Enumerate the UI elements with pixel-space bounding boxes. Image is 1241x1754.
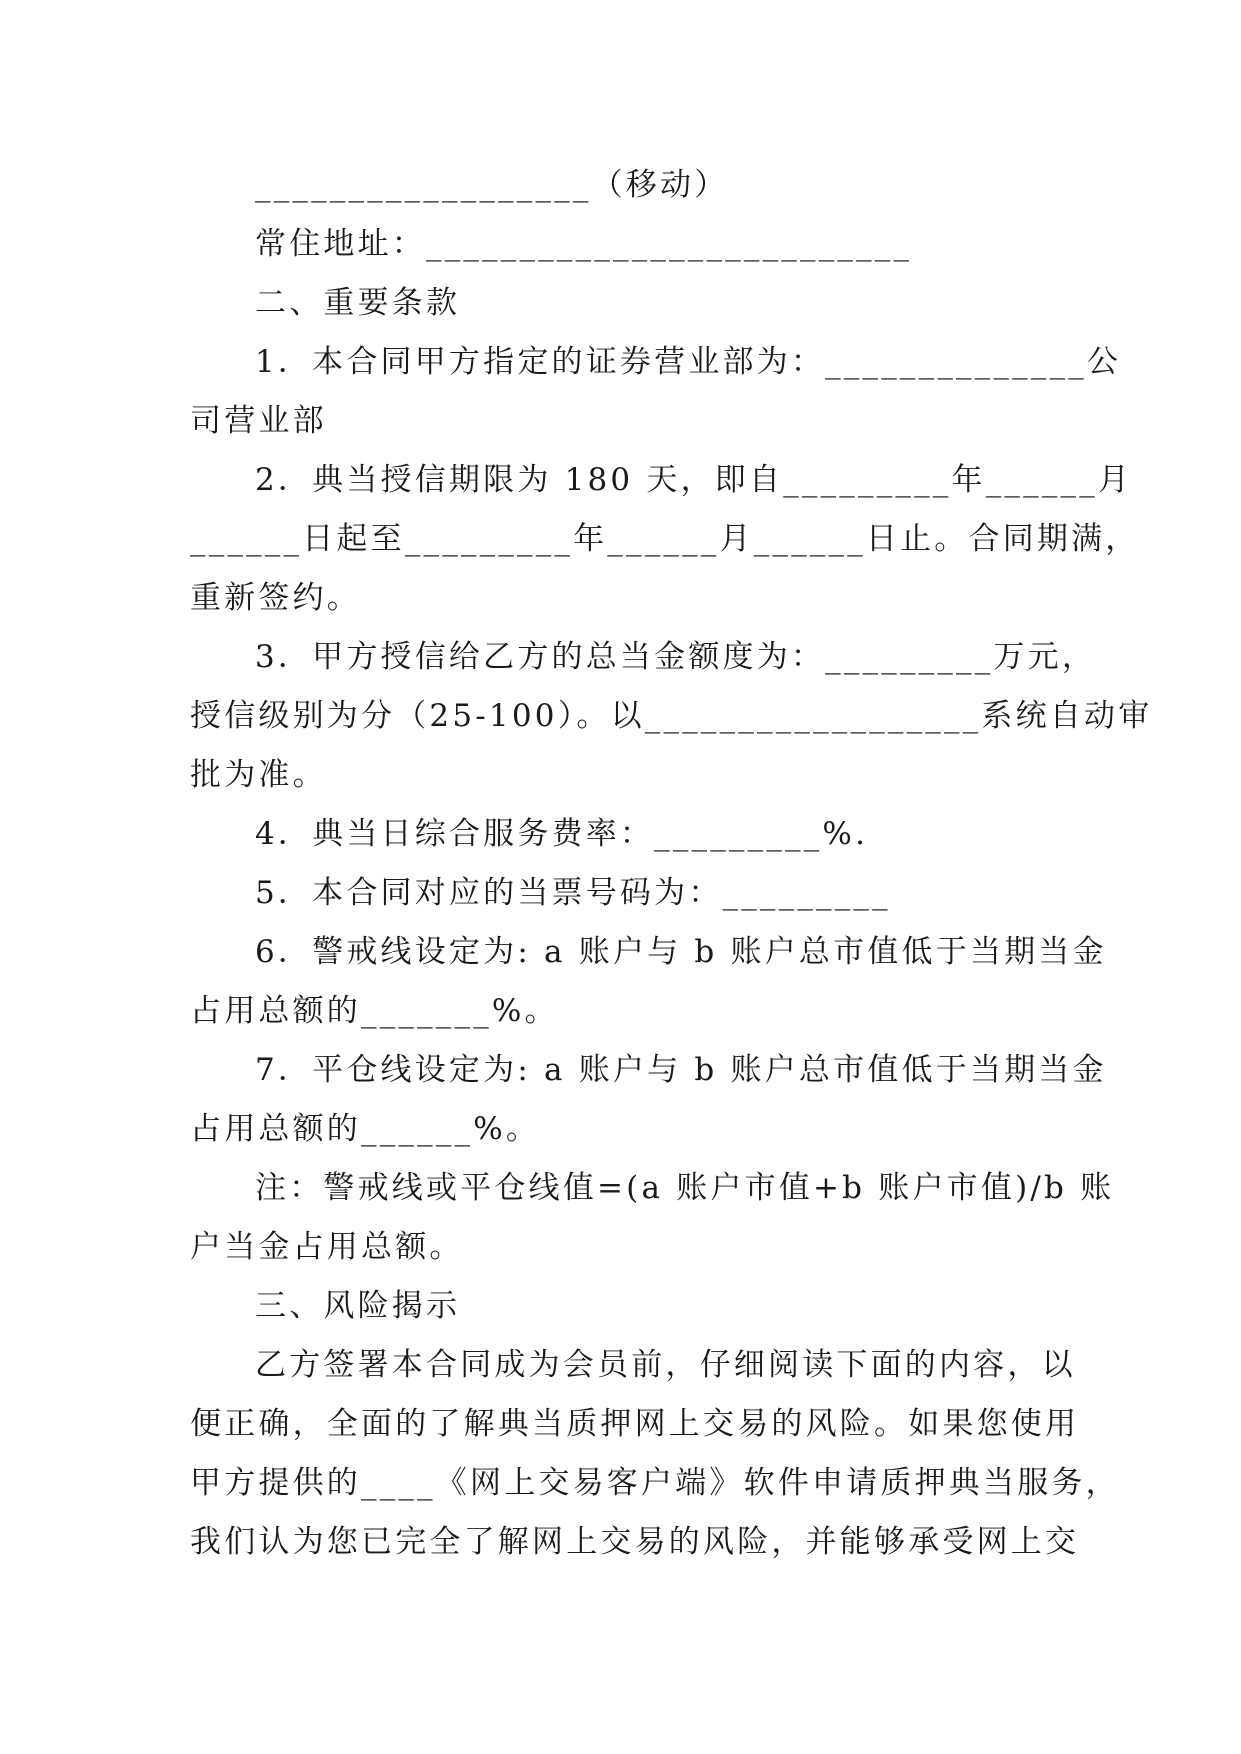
note-line-1: 注：警戒线或平仓线值=(a 账户市值+b 账户市值)/b 账: [255, 1170, 1115, 1206]
clause-7-line-2: 占用总额的______%。: [190, 1111, 541, 1147]
risk-paragraph-line-4: 我们认为您已完全了解网上交易的风险，并能够承受网上交: [190, 1524, 1080, 1560]
clause-7-line-1: 7．平仓线设定为: a 账户与 b 账户总市值低于当期当金: [255, 1052, 1107, 1088]
clause-5: 5．本合同对应的当票号码为：_________: [255, 875, 891, 911]
clause-3-line-2: 授信级别为分（25-100）。以__________________系统自动审: [190, 698, 1153, 734]
clause-2-line-3: 重新签约。: [190, 580, 361, 616]
section-heading-important-terms: 二、重要条款: [255, 285, 461, 321]
clause-3-line-3: 批为准。: [190, 757, 327, 793]
clause-1-line-1: 1．本合同甲方指定的证券营业部为：______________公: [255, 344, 1122, 380]
clause-3-line-1: 3．甲方授信给乙方的总当金额度为：_________万元，: [255, 639, 1097, 675]
clause-2-line-1: 2．典当授信期限为 180 天，即自_________年______月: [255, 462, 1133, 498]
risk-paragraph-line-1: 乙方签署本合同成为会员前，仔细阅读下面的内容，以: [255, 1347, 1076, 1383]
permanent-address-field: 常住地址：__________________________: [255, 226, 913, 262]
clause-4: 4．典当日综合服务费率：_________%.: [255, 816, 869, 852]
mobile-phone-field: __________________（移动）: [255, 167, 729, 203]
risk-paragraph-line-3: 甲方提供的____《网上交易客户端》软件申请质押典当服务，: [190, 1465, 1120, 1501]
clause-2-line-2: ______日起至_________年______月______日止。合同期满，: [190, 521, 1140, 557]
note-line-2: 户当金占用总额。: [190, 1229, 464, 1265]
risk-paragraph-line-2: 便正确，全面的了解典当质押网上交易的风险。如果您使用: [190, 1406, 1080, 1442]
clause-6-line-1: 6．警戒线设定为: a 账户与 b 账户总市值低于当期当金: [255, 934, 1107, 970]
clause-6-line-2: 占用总额的_______%。: [190, 993, 559, 1029]
section-heading-risk-disclosure: 三、风险揭示: [255, 1288, 461, 1324]
clause-1-line-2: 司营业部: [190, 403, 327, 439]
